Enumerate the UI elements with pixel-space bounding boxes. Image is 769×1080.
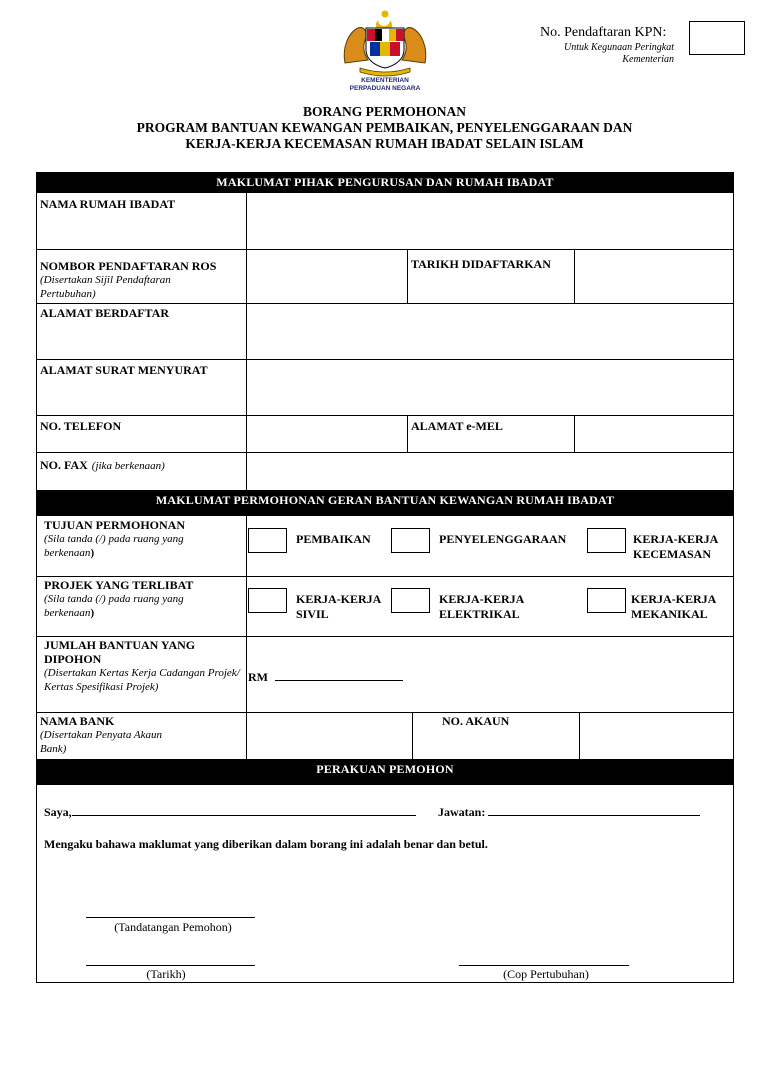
option-pembaikan: PEMBAIKAN xyxy=(296,532,371,546)
section-3-heading: PERAKUAN PEMOHON xyxy=(36,759,734,785)
saya-label: Saya, xyxy=(44,805,72,819)
tujuan-label-group xyxy=(44,518,244,560)
projek-note-text: (Sila tanda (/) pada ruang yang berkenaan xyxy=(44,593,184,619)
alamat-surat-label: ALAMAT SURAT MENYURAT xyxy=(40,363,208,377)
checkbox-kerja-kecemasan[interactable] xyxy=(587,528,626,553)
option-elektrikal-line-1: KERJA-KERJA xyxy=(439,592,525,606)
akaun-field[interactable] xyxy=(580,713,733,759)
option-kerja-kecemasan xyxy=(633,532,718,562)
fax-note: (jika berkenaan) xyxy=(91,460,165,472)
option-elektrikal-line-2: ELEKTRIKAL xyxy=(439,607,520,621)
kpn-note xyxy=(540,42,674,66)
option-mekanikal-line-1: KERJA-KERJA xyxy=(631,592,717,606)
title-line-2: PROGRAM BANTUAN KEWANGAN PEMBAIKAN, PENYELENGGARAAN DAN xyxy=(136,120,633,135)
rm-amount-line[interactable] xyxy=(275,668,403,681)
saya-field[interactable] xyxy=(44,804,416,819)
option-sivil xyxy=(296,592,381,622)
jumlah-label-line-1: JUMLAH BANTUAN YANG xyxy=(44,638,196,652)
jumlah-label-group xyxy=(44,638,244,694)
form-title xyxy=(0,104,769,152)
bank-label: NAMA BANK xyxy=(40,714,115,728)
ros-note: (Disertakan Sijil Pendaftaran Pertubuhan) xyxy=(40,274,171,300)
checkbox-pembaikan[interactable] xyxy=(248,528,287,553)
kpn-note-line-2: Kementerian xyxy=(622,54,674,65)
option-penyelenggaraan: PENYELENGGARAAN xyxy=(439,532,567,546)
saya-line[interactable] xyxy=(72,804,416,816)
telefon-label: NO. TELEFON xyxy=(40,419,122,433)
rm-amount-field[interactable] xyxy=(248,668,403,686)
alamat-berdaftar-label: ALAMAT BERDAFTAR xyxy=(40,306,170,320)
date-caption: (Tarikh) xyxy=(146,967,186,981)
tujuan-label: TUJUAN PERMOHONAN xyxy=(44,518,185,532)
tarikh-didaftarkan-label: TARIKH DIDAFTARKAN xyxy=(411,257,551,271)
option-kecemasan-line-1: KERJA-KERJA xyxy=(633,532,719,546)
cop-line[interactable] xyxy=(459,965,629,966)
ministry-crest xyxy=(340,8,430,78)
date-line[interactable] xyxy=(86,965,255,966)
fax-field[interactable] xyxy=(247,453,733,490)
alamat-berdaftar-field[interactable] xyxy=(247,304,733,359)
cop-caption: (Cop Pertubuhan) xyxy=(503,967,589,981)
option-mekanikal xyxy=(631,592,716,622)
alamat-surat-field[interactable] xyxy=(247,360,733,415)
ministry-name-line-1: KEMENTERIAN xyxy=(361,77,409,84)
option-elektrikal xyxy=(439,592,524,622)
rm-label: RM xyxy=(248,670,268,684)
emel-label: ALAMAT e-MEL xyxy=(411,419,503,433)
nama-rumah-ibadat-field[interactable] xyxy=(247,194,733,249)
option-sivil-line-1: KERJA-KERJA xyxy=(296,592,382,606)
jumlah-note: (Disertakan Kertas Kerja Cadangan Projek/ Kertas Spesifikasi Projek) xyxy=(44,667,240,693)
kpn-label: No. Pendaftaran KPN: xyxy=(540,25,667,40)
kpn-number-field[interactable] xyxy=(689,21,745,55)
checkbox-penyelenggaraan[interactable] xyxy=(391,528,430,553)
ministry-name xyxy=(330,77,440,93)
bank-field[interactable] xyxy=(247,713,412,759)
tarikh-didaftarkan-field[interactable] xyxy=(575,250,733,303)
projek-note xyxy=(44,592,219,620)
emel-field[interactable] xyxy=(575,416,733,452)
akaun-label: NO. AKAUN xyxy=(442,714,510,728)
signature-line[interactable] xyxy=(86,917,255,918)
checkbox-sivil[interactable] xyxy=(248,588,287,613)
option-kecemasan-line-2: KECEMASAN xyxy=(633,547,712,561)
option-sivil-line-2: SIVIL xyxy=(296,607,329,621)
coat-of-arms-icon xyxy=(340,8,430,78)
fax-label-group xyxy=(40,456,165,474)
jawatan-field[interactable] xyxy=(438,804,700,819)
declaration-statement: Mengaku bahawa maklumat yang diberikan dalam borang ini adalah benar dan betul. xyxy=(44,837,488,851)
tujuan-note xyxy=(44,532,219,560)
projek-label-group xyxy=(44,578,244,620)
ros-field[interactable] xyxy=(247,250,407,303)
bank-note: (Disertakan Penyata Akaun Bank) xyxy=(40,729,162,755)
checkbox-mekanikal[interactable] xyxy=(587,588,626,613)
jawatan-label: Jawatan: xyxy=(438,805,486,819)
jawatan-line[interactable] xyxy=(488,804,700,816)
ros-label-group xyxy=(40,259,240,301)
title-line-3: KERJA-KERJA KECEMASAN RUMAH IBADAT SELAIN ISLAM xyxy=(185,136,584,151)
bank-label-group xyxy=(40,714,200,756)
ministry-name-line-2: PERPADUAN NEGARA xyxy=(349,85,421,92)
nama-rumah-ibadat-label: NAMA RUMAH IBADAT xyxy=(40,197,176,211)
section-1-heading: MAKLUMAT PIHAK PENGURUSAN DAN RUMAH IBADAT xyxy=(36,172,734,193)
tujuan-note-text: (Sila tanda (/) pada ruang yang berkenaan xyxy=(44,533,184,559)
option-mekanikal-line-2: MEKANIKAL xyxy=(631,607,708,621)
projek-label: PROJEK YANG TERLIBAT xyxy=(44,578,194,592)
title-line-1: BORANG PERMOHONAN xyxy=(302,104,467,119)
signature-caption: (Tandatangan Pemohon) xyxy=(114,920,232,934)
ros-label: NOMBOR PENDAFTARAN ROS xyxy=(40,259,217,273)
kpn-note-line-1: Untuk Kegunaan Peringkat xyxy=(564,42,674,53)
fax-label: NO. FAX xyxy=(40,458,88,472)
section-2-heading: MAKLUMAT PERMOHONAN GERAN BANTUAN KEWANGAN RUMAH IBADAT xyxy=(36,490,734,516)
checkbox-elektrikal[interactable] xyxy=(391,588,430,613)
jumlah-label-line-2: DIPOHON xyxy=(44,652,102,666)
telefon-field[interactable] xyxy=(247,416,407,452)
tujuan-note-close: ) xyxy=(90,547,95,559)
projek-note-close: ) xyxy=(90,607,95,619)
